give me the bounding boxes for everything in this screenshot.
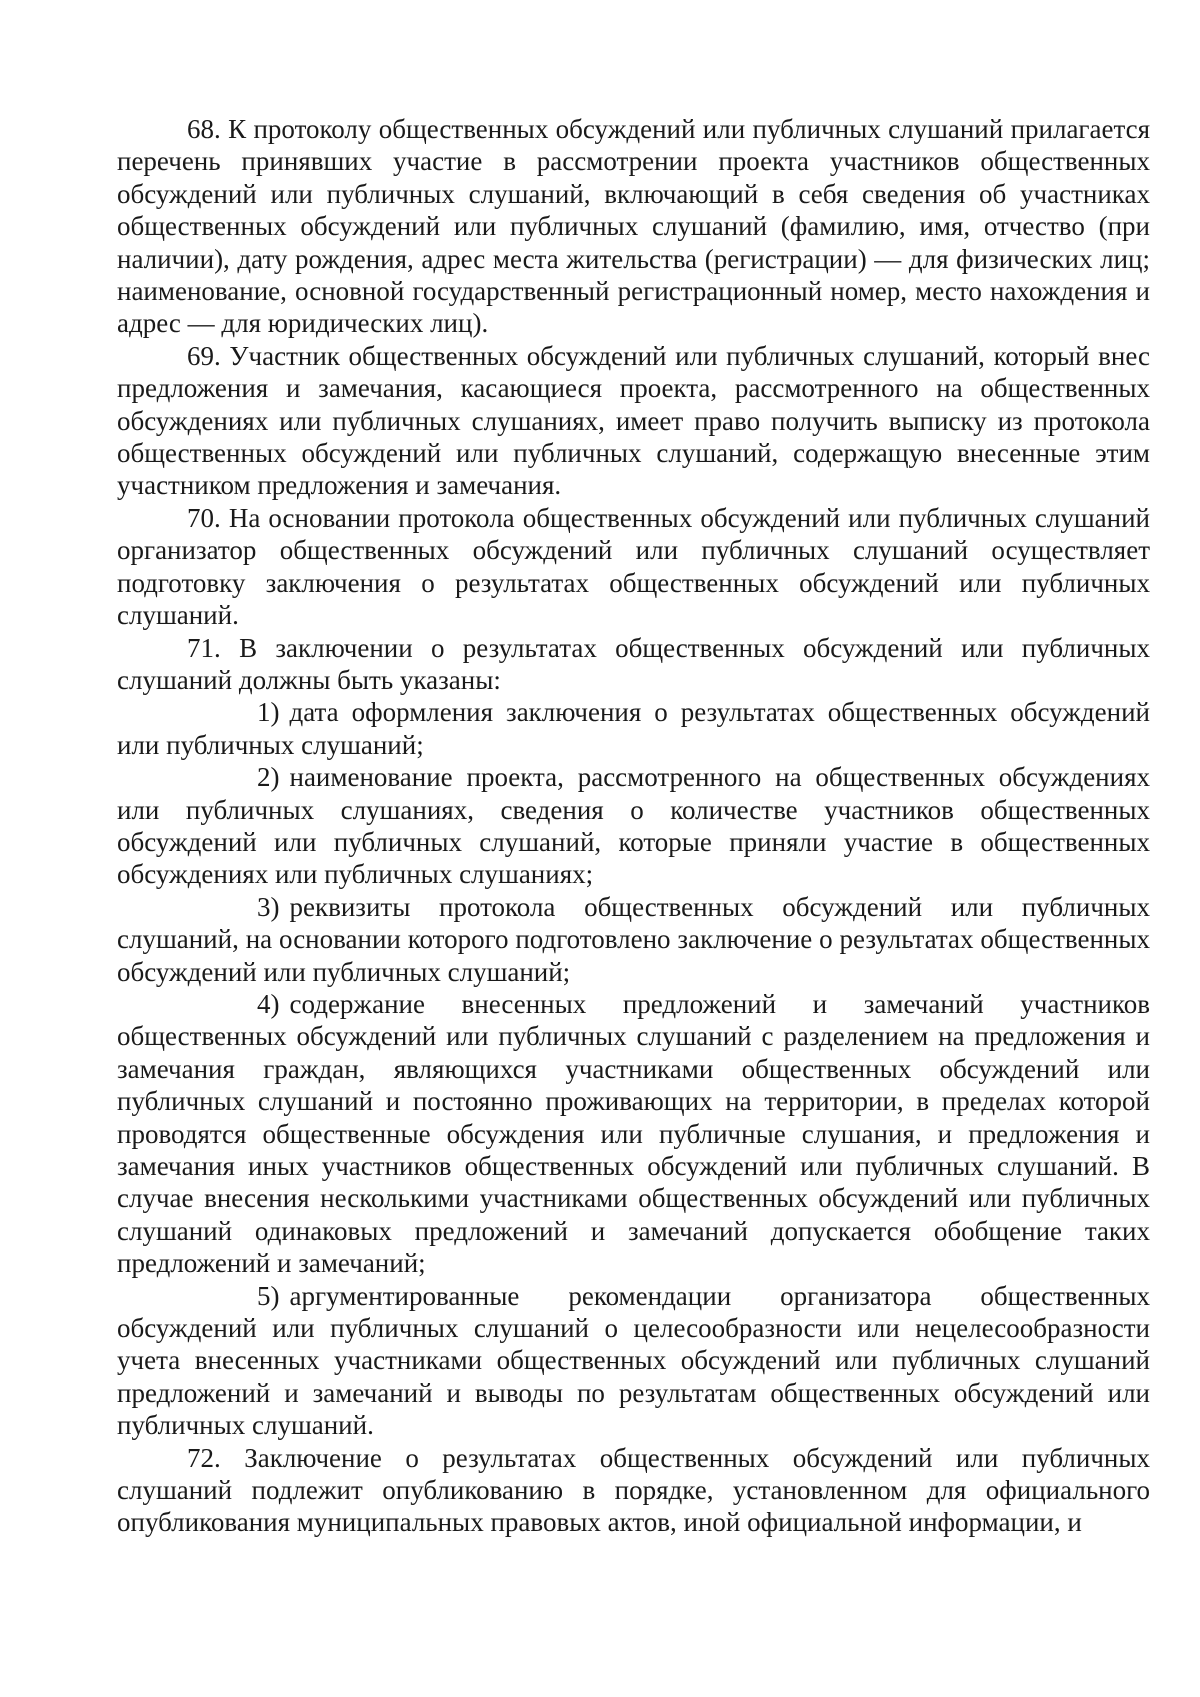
list-item-text: аргументированные рекомендации организатора общественных обсуждений или публичных слушаний о целесообразности или нецелесообразности учета внесенных участниками общественных обсуждений или публичных слушаний предложений и замечаний и выводы по результатам общественных обсуждений или публичных слушаний. — [117, 1280, 1150, 1441]
list-item-number: 3) — [257, 891, 280, 922]
list-item-text: наименование проекта, рассмотренного на общественных обсуждениях или публичных слушаниях, сведения о количестве участников общественных обсуждений или публичных слушаний, которые приняли участие в общественных обсуждениях или публичных слушаниях; — [117, 762, 1150, 890]
list-item-5 — [117, 1280, 1150, 1442]
list-item-text: содержание внесенных предложений и замечаний участников общественных обсуждений или публичных слушаний с разделением на предложения и замечания граждан, являющихся участниками общественных обсуждений или публичных слушаний и постоянно проживающих на территории, в пределах которой проводятся общественные обсуждения или публичные слушания, и предложения и замечания иных участников общественных обсуждений или публичных слушаний. В случае внесения несколькими участниками общественных обсуждений или публичных слушаний одинаковых предложений и замечаний допускается обобщение таких предложений и замечаний; — [117, 988, 1150, 1279]
document-page — [117, 113, 1150, 1539]
list-item-4 — [117, 988, 1150, 1280]
paragraph-69: 69. Участник общественных обсуждений или публичных слушаний, который внес предложения и замечания, касающиеся проекта, рассмотренного на общественных обсуждениях или публичных слушаниях, имеет право получить выписку из протокола общественных обсуждений или публичных слушаний, содержащую внесенные этим участником предложения и замечания. — [117, 340, 1150, 501]
list-item-number: 4) — [257, 988, 280, 1019]
list-item-text: дата оформления заключения о результатах общественных обсуждений или публичных слушаний; — [117, 697, 1150, 760]
paragraph-70: 70. На основании протокола общественных обсуждений или публичных слушаний организатор общественных обсуждений или публичных слушаний осуществляет подготовку заключения о результатах общественных обсуждений или публичных слушаний. — [117, 502, 1150, 631]
list-item-2 — [117, 761, 1150, 891]
list-item-3 — [117, 891, 1150, 988]
paragraph-71: 71. В заключении о результатах общественных обсуждений или публичных слушаний должны быть указаны: — [117, 632, 1150, 695]
paragraph-68: 68. К протоколу общественных обсуждений или публичных слушаний прилагается перечень принявших участие в рассмотрении проекта участников общественных обсуждений или публичных слушаний, включающий в себя сведения об участниках общественных обсуждений или публичных слушаний (фамилию, имя, отчество (при наличии), дату рождения, адрес места жительства (регистрации) — для физических лиц; наименование, основной государственный регистрационный номер, место нахождения и адрес — для юридических лиц). — [117, 114, 1150, 339]
list-item-number: 5) — [257, 1280, 280, 1311]
list-item-1 — [117, 696, 1150, 761]
list-item-number: 2) — [257, 762, 280, 793]
list-item-text: реквизиты протокола общественных обсуждений или публичных слушаний, на основании которого подготовлено заключение о результатах общественных обсуждений или публичных слушаний; — [117, 891, 1150, 987]
paragraph-72: 72. Заключение о результатах общественных обсуждений или публичных слушаний подлежит опубликованию в порядке, установленном для официального опубликования муниципальных правовых актов, иной официальной информации, и — [117, 1442, 1150, 1538]
list-item-number: 1) — [257, 697, 280, 728]
